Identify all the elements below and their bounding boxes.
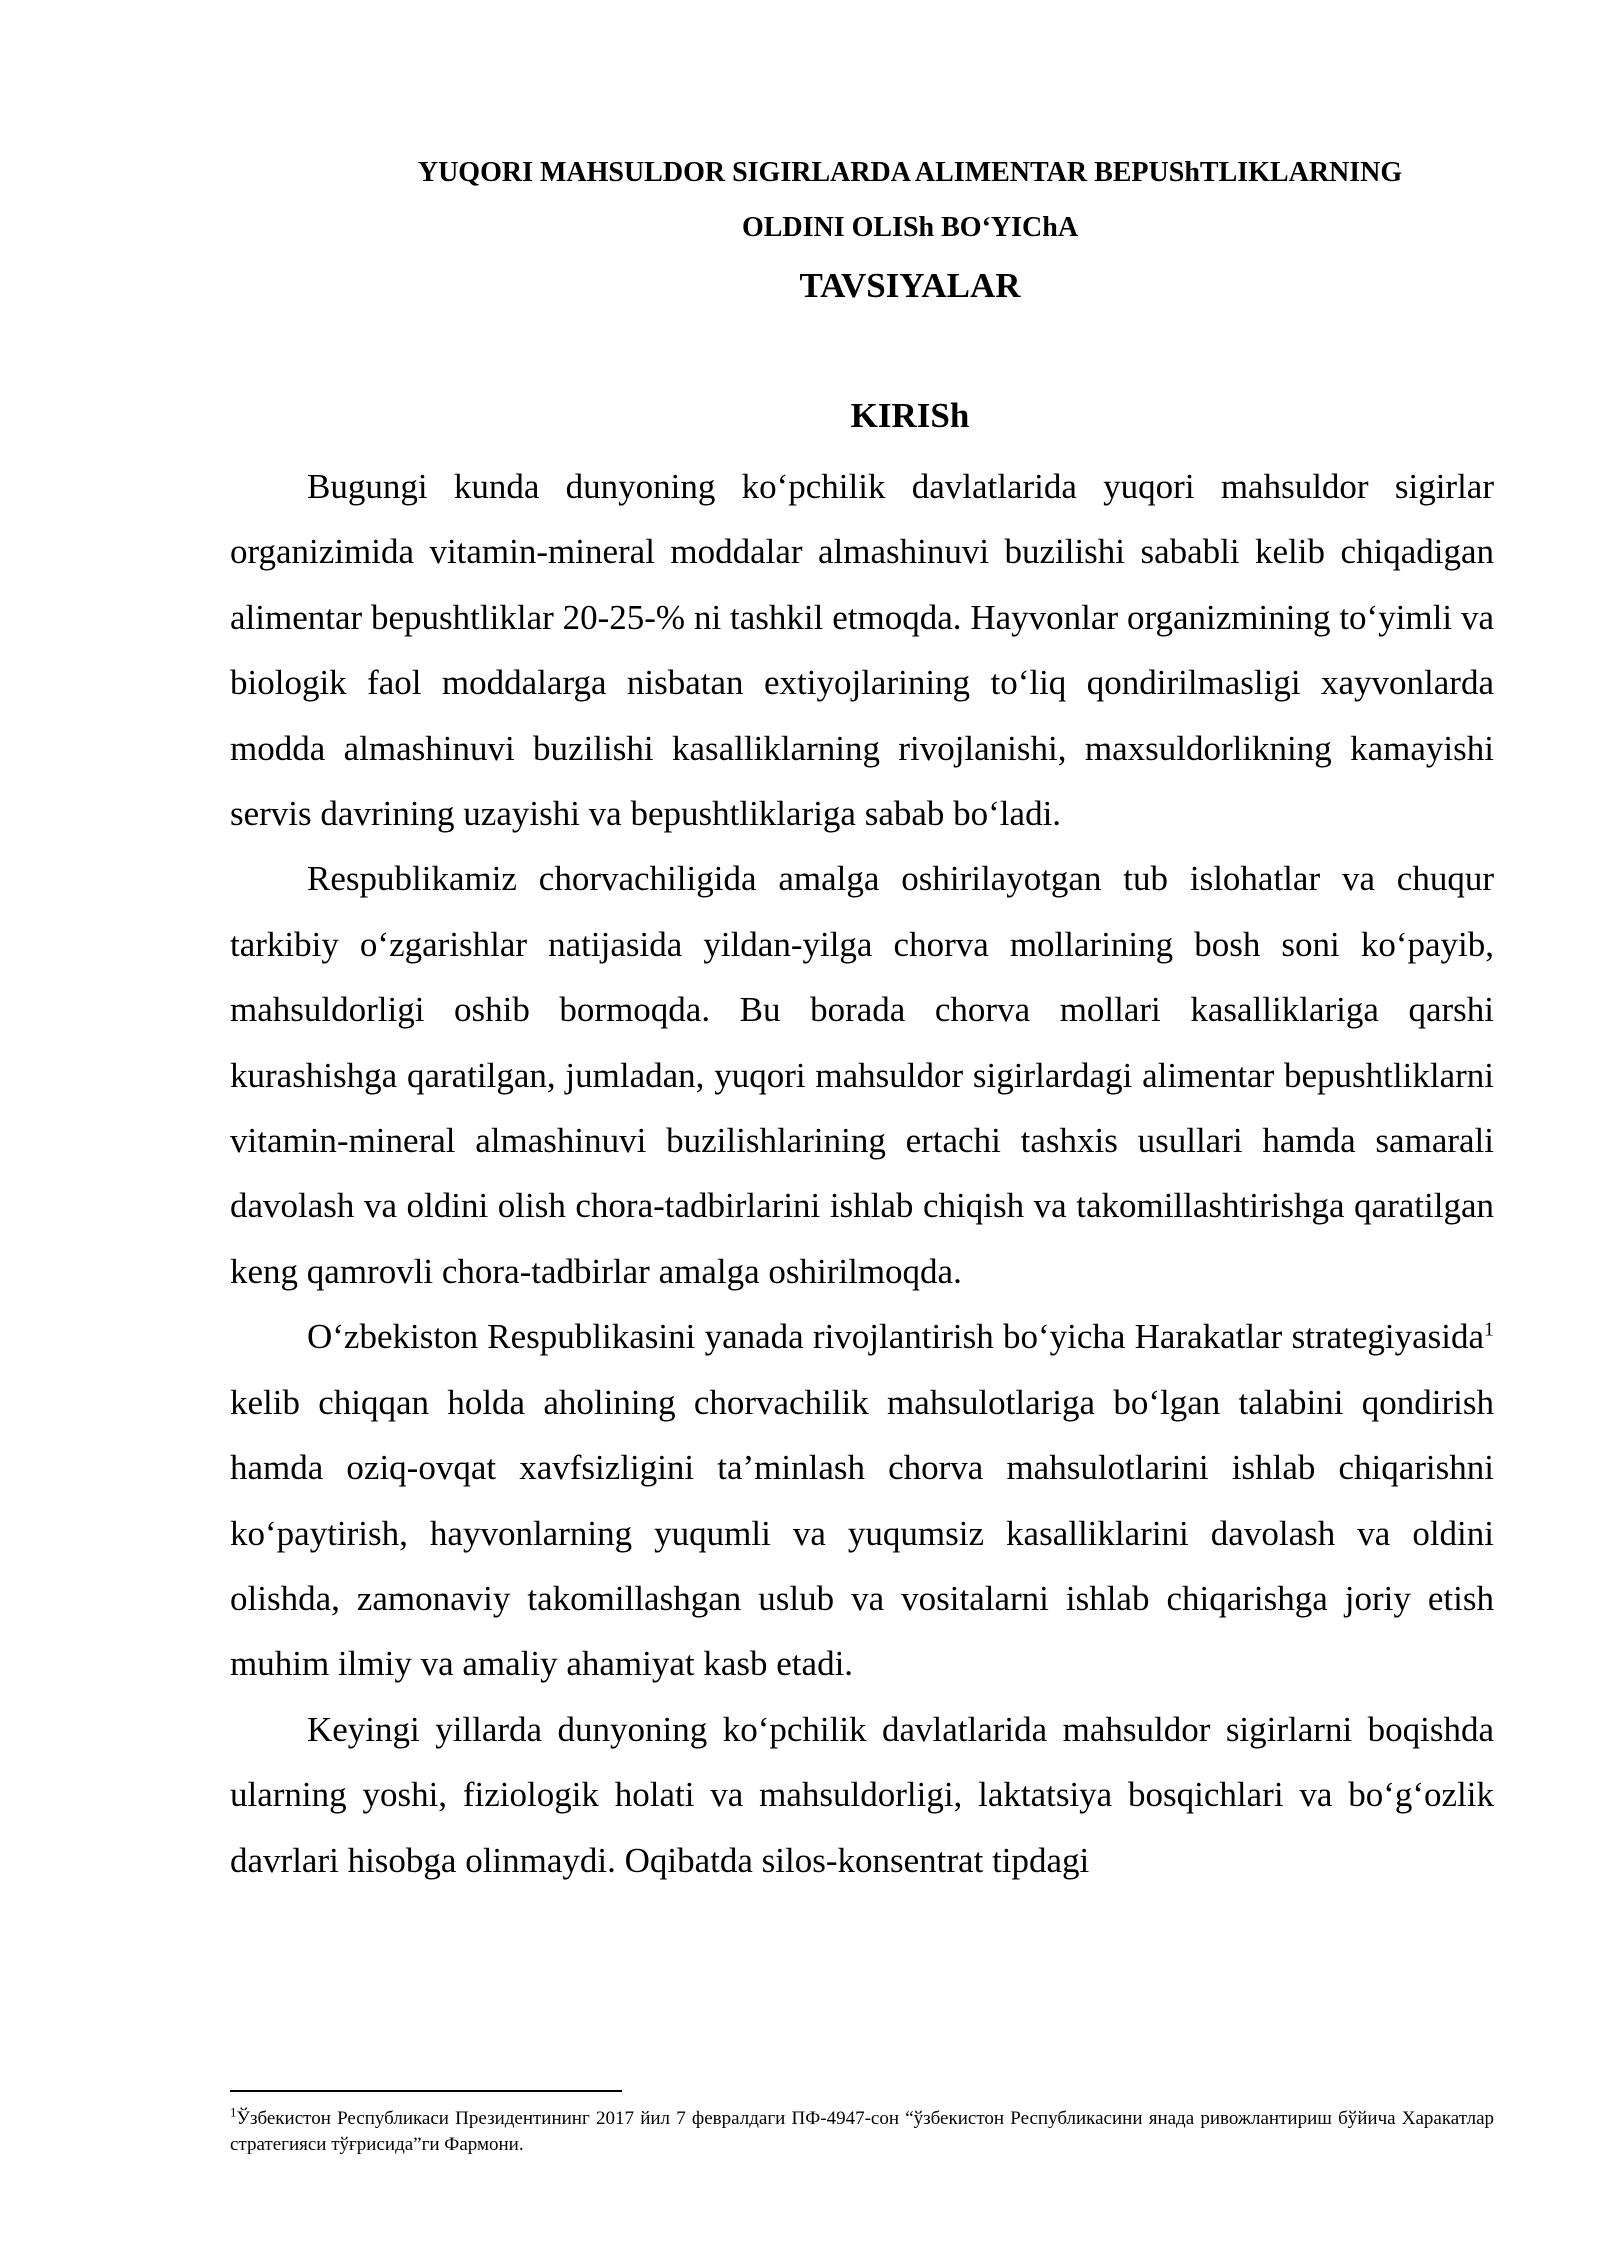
paragraph-3-text-before: O‘zbekiston Respublikasini yanada rivojlantirish bo‘yicha Harakatlar strategiyasida	[307, 1317, 1484, 1357]
footnote-reference[interactable]: 1	[1484, 1318, 1494, 1341]
section-heading: KIRISh	[850, 396, 970, 435]
document-title-line-2: OLDINI OLISh BO‘YIChA	[741, 212, 1079, 243]
paragraph-1: Bugungi kunda dunyoning ko‘pchilik davlatlarida yuqori mahsuldor sigirlar organizimida vitamin-mineral moddalar almashinuvi buzilishi sababli kelib chiqadigan alimentar bepushtliklar 20-25-% ni tashkil etmoqda. Hayvonlar organizmining to‘yimli va biologik faol moddalarga nisbatan extiyojlarining to‘liq qondirilmasligi xayvonlarda modda almashinuvi buzilishi kasalliklarning rivojlanishi, maxsuldorlikning kamayishi servis davrining uzayishi va bepushtliklariga sabab bo‘ladi.	[230, 467, 1494, 834]
paragraph-2: Respublikamiz chorvachiligida amalga oshirilayotgan tub islohatlar va chuqur tarkibiy o‘zgarishlar natijasida yildan-yilga chorva mollarining bosh soni ko‘payib, mahsuldorligi oshib bormoqda. Bu borada chorva mollari kasalliklariga qarshi kurashishga qaratilgan, jumladan, yuqori mahsuldor sigirlardagi alimentar bepushtliklarni vitamin-mineral almashinuvi buzilishlarining ertachi tashxis usullari hamda samarali davolash va oldini olish chora-tadbirlarini ishlab chiqish va takomillashtirishga qaratilgan keng qamrovli chora-tadbirlar amalga oshirilmoqda.	[230, 859, 1494, 1291]
document-title-line-1: YUQORI MAHSULDOR SIGIRLARDA ALIMENTAR BEPUShTLIKLARNING	[417, 157, 1403, 188]
document-body	[230, 454, 1494, 1893]
footnote-mark: 1	[230, 2104, 237, 2120]
paragraph-3	[230, 1304, 1494, 1696]
paragraph-3-text-after: kelib chiqqan holda aholining chorvachilik mahsulotlariga bo‘lgan talabini qondirish hamda oziq-ovqat xavfsizligini ta’minlash chorva mahsulotlarini ishlab chiqarishni ko‘paytirish, hayvonlarning yuqumli va yuqumsiz kasalliklarini davolash va oldini olishda, zamonaviy takomillashgan uslub va vositalarni ishlab chiqarishga joriy etish muhim ilmiy va amaliy ahamiyat kasb etadi.	[230, 1382, 1494, 1684]
footnote-text: Ўзбекистон Республикаси Президентининг 2017 йил 7 февралдаги ПФ-4947-сон “ўзбекистон Республикасини янада ривожлантириш бўйича Харакатлар стратегияси тўғрисида”ги Фармони.	[230, 2108, 1494, 2155]
footnote-separator	[230, 2090, 622, 2092]
footnote	[230, 2106, 1494, 2158]
document-title-main: TAVSIYALAR	[799, 266, 1021, 305]
paragraph-4: Keyingi yillarda dunyoning ko‘pchilik davlatlarida mahsuldor sigirlarni boqishda ularning yoshi, fiziologik holati va mahsuldorligi, laktatsiya bosqichlari va bo‘g‘ozlik davrlari hisobga olinmaydi. Oqibatda silos-konsentrat tipdagi	[230, 1709, 1494, 1880]
